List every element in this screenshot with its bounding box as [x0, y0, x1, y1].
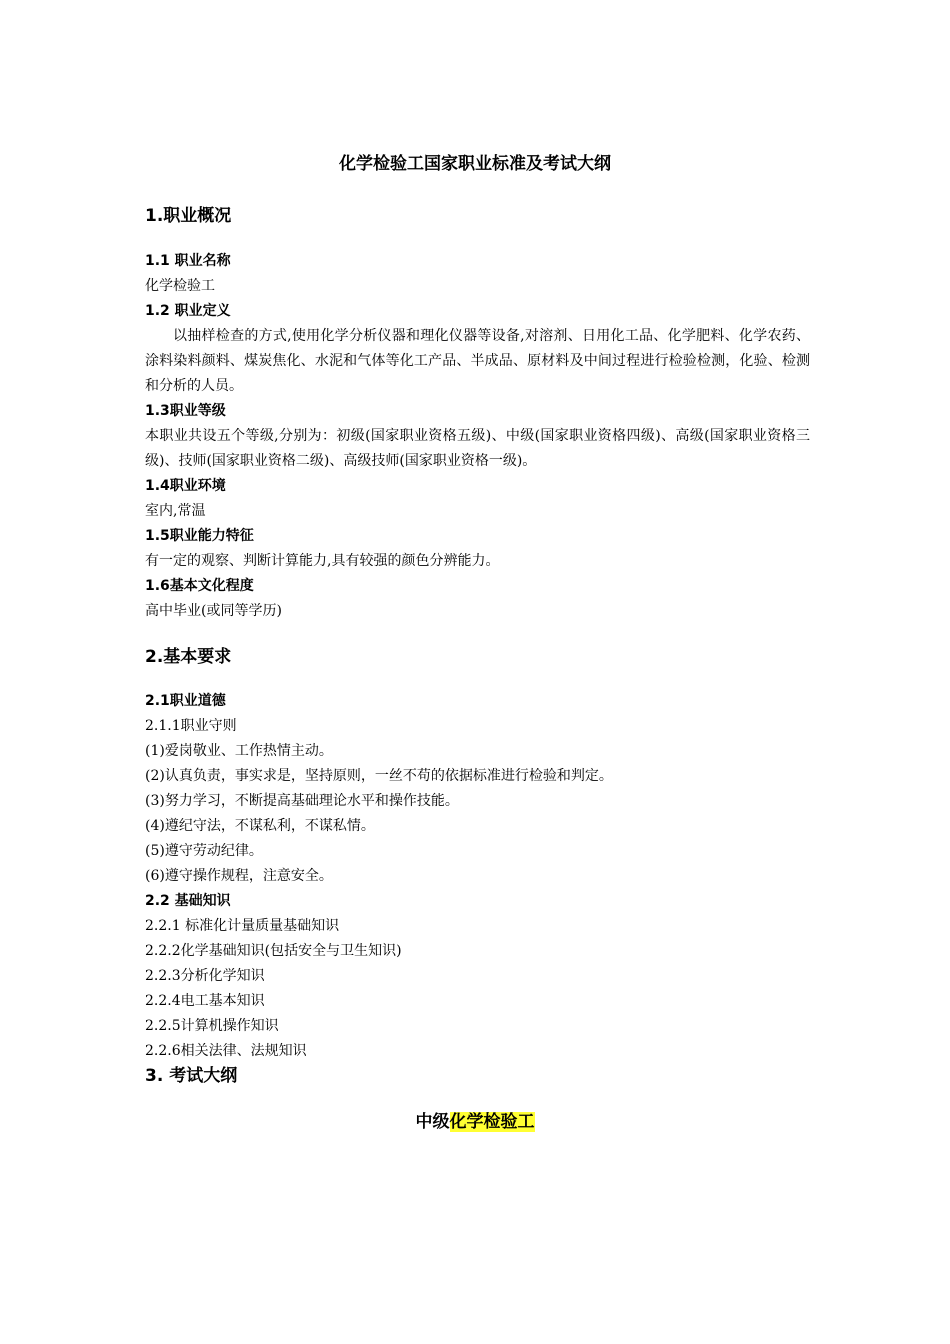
section-1-1-heading: 1.1 职业名称 [145, 253, 231, 269]
section-3-heading: 3. 考试大纲 [145, 1066, 238, 1086]
section-1-3-text: 本职业共设五个等级,分别为：初级(国家职业资格五级)、中级(国家职业资格四级)、高级(国家职业资格三级)、技师(国家职业资格二级)、高级技师(国家职业资格一级)。 [145, 428, 810, 469]
exam-level-highlight: 化学检验工 [449, 1112, 535, 1132]
section-2-2-heading: 2.2 基础知识 [145, 893, 231, 909]
list-item: (5)遵守劳动纪律。 [145, 843, 263, 859]
exam-level-prefix: 中级 [415, 1112, 450, 1132]
list-item: 2.2.5计算机操作知识 [145, 1018, 279, 1034]
list-item: 2.2.4电工基本知识 [145, 993, 265, 1009]
list-item: 2.2.1 标准化计量质量基础知识 [145, 918, 340, 934]
section-1-3-heading: 1.3职业等级 [145, 403, 226, 419]
section-1-1-text: 化学检验工 [145, 278, 215, 294]
section-2-heading: 2.基本要求 [145, 647, 232, 667]
list-item: 2.2.6相关法律、法规知识 [145, 1043, 307, 1059]
section-2-1-heading: 2.1职业道德 [145, 693, 226, 709]
list-item: (1)爱岗敬业、工作热情主动。 [145, 743, 333, 759]
section-1-4-heading: 1.4职业环境 [145, 478, 226, 494]
section-1-heading: 1.职业概况 [145, 206, 232, 226]
list-item: (4)遵纪守法，不谋私利，不谋私情。 [145, 818, 375, 834]
section-1-6-heading: 1.6基本文化程度 [145, 578, 254, 594]
section-1-2-heading: 1.2 职业定义 [145, 303, 231, 319]
section-1-5-heading: 1.5职业能力特征 [145, 528, 254, 544]
section-1-4-text: 室内,常温 [145, 503, 206, 519]
section-1-2-text: 以抽样检查的方式,使用化学分析仪器和理化仪器等设备,对溶剂、日用化工品、化学肥料、化学农药、涂料染料颜料、煤炭焦化、水泥和气体等化工产品、半成品、原材料及中间过程进行检验检测，化验、检测和分析的人员。 [145, 328, 810, 394]
list-item: 2.2.2化学基础知识(包括安全与卫生知识) [145, 943, 402, 959]
list-item: (3)努力学习，不断提高基础理论水平和操作技能。 [145, 793, 459, 809]
document-title: 化学检验工国家职业标准及考试大纲 [339, 154, 611, 174]
exam-level-title [0, 1108, 950, 1136]
section-1-6-text: 高中毕业(或同等学历) [145, 603, 282, 619]
section-1-5-text: 有一定的观察、判断计算能力,具有较强的颜色分辨能力。 [145, 553, 500, 569]
list-item: (6)遵守操作规程，注意安全。 [145, 868, 333, 884]
list-item: (2)认真负责，事实求是，坚持原则，一丝不苟的依据标准进行检验和判定。 [145, 768, 613, 784]
list-item: 2.2.3分析化学知识 [145, 968, 265, 984]
list-item: 2.1.1职业守则 [145, 718, 237, 734]
